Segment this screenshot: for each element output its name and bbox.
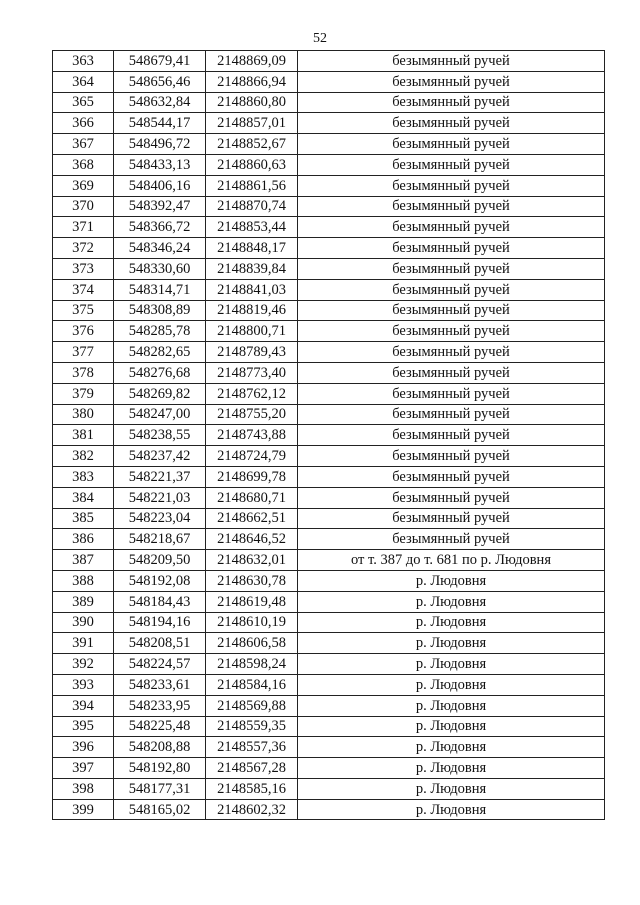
x-coordinate-cell: 548632,84 [114, 92, 206, 113]
x-coordinate-cell: 548406,16 [114, 175, 206, 196]
description-cell: безымянный ручей [298, 217, 605, 238]
table-row [53, 716, 605, 737]
table-row [53, 238, 605, 259]
table-row [53, 487, 605, 508]
x-coordinate-cell: 548208,51 [114, 633, 206, 654]
description-cell: р. Людовня [298, 737, 605, 758]
x-coordinate-cell: 548247,00 [114, 404, 206, 425]
description-cell: безымянный ручей [298, 529, 605, 550]
point-number-cell: 376 [53, 321, 114, 342]
point-number-cell: 366 [53, 113, 114, 134]
y-coordinate-cell: 2148584,16 [206, 674, 298, 695]
x-coordinate-cell: 548544,17 [114, 113, 206, 134]
x-coordinate-cell: 548225,48 [114, 716, 206, 737]
x-coordinate-cell: 548177,31 [114, 778, 206, 799]
table-row [53, 71, 605, 92]
point-number-cell: 396 [53, 737, 114, 758]
y-coordinate-cell: 2148606,58 [206, 633, 298, 654]
table-row [53, 529, 605, 550]
x-coordinate-cell: 548223,04 [114, 508, 206, 529]
table-body [53, 51, 605, 820]
table-row [53, 383, 605, 404]
x-coordinate-cell: 548184,43 [114, 591, 206, 612]
description-cell: безымянный ручей [298, 175, 605, 196]
y-coordinate-cell: 2148800,71 [206, 321, 298, 342]
x-coordinate-cell: 548218,67 [114, 529, 206, 550]
description-cell: безымянный ручей [298, 51, 605, 72]
point-number-cell: 378 [53, 362, 114, 383]
description-cell: безымянный ручей [298, 196, 605, 217]
y-coordinate-cell: 2148602,32 [206, 799, 298, 820]
point-number-cell: 377 [53, 342, 114, 363]
table-row [53, 404, 605, 425]
x-coordinate-cell: 548208,88 [114, 737, 206, 758]
y-coordinate-cell: 2148724,79 [206, 446, 298, 467]
x-coordinate-cell: 548233,61 [114, 674, 206, 695]
description-cell: безымянный ручей [298, 425, 605, 446]
description-cell: безымянный ручей [298, 134, 605, 155]
table-row [53, 342, 605, 363]
point-number-cell: 364 [53, 71, 114, 92]
table-row [53, 175, 605, 196]
x-coordinate-cell: 548192,08 [114, 570, 206, 591]
x-coordinate-cell: 548269,82 [114, 383, 206, 404]
description-cell: безымянный ручей [298, 71, 605, 92]
y-coordinate-cell: 2148853,44 [206, 217, 298, 238]
coordinates-table [52, 50, 605, 820]
point-number-cell: 379 [53, 383, 114, 404]
x-coordinate-cell: 548237,42 [114, 446, 206, 467]
page-number: 52 [313, 31, 327, 46]
description-cell: р. Людовня [298, 591, 605, 612]
y-coordinate-cell: 2148819,46 [206, 300, 298, 321]
y-coordinate-cell: 2148619,48 [206, 591, 298, 612]
y-coordinate-cell: 2148662,51 [206, 508, 298, 529]
description-cell: р. Людовня [298, 799, 605, 820]
x-coordinate-cell: 548233,95 [114, 695, 206, 716]
point-number-cell: 370 [53, 196, 114, 217]
point-number-cell: 374 [53, 279, 114, 300]
table-row [53, 674, 605, 695]
point-number-cell: 385 [53, 508, 114, 529]
table-row [53, 92, 605, 113]
description-cell: безымянный ручей [298, 383, 605, 404]
x-coordinate-cell: 548366,72 [114, 217, 206, 238]
point-number-cell: 394 [53, 695, 114, 716]
y-coordinate-cell: 2148869,09 [206, 51, 298, 72]
x-coordinate-cell: 548221,03 [114, 487, 206, 508]
table-row [53, 591, 605, 612]
point-number-cell: 369 [53, 175, 114, 196]
point-number-cell: 392 [53, 654, 114, 675]
point-number-cell: 399 [53, 799, 114, 820]
table-row [53, 134, 605, 155]
point-number-cell: 375 [53, 300, 114, 321]
x-coordinate-cell: 548192,80 [114, 758, 206, 779]
point-number-cell: 373 [53, 258, 114, 279]
point-number-cell: 363 [53, 51, 114, 72]
description-cell: р. Людовня [298, 758, 605, 779]
y-coordinate-cell: 2148848,17 [206, 238, 298, 259]
y-coordinate-cell: 2148743,88 [206, 425, 298, 446]
y-coordinate-cell: 2148632,01 [206, 550, 298, 571]
table-row [53, 300, 605, 321]
description-cell: р. Людовня [298, 612, 605, 633]
y-coordinate-cell: 2148841,03 [206, 279, 298, 300]
y-coordinate-cell: 2148567,28 [206, 758, 298, 779]
description-cell: безымянный ручей [298, 446, 605, 467]
y-coordinate-cell: 2148839,84 [206, 258, 298, 279]
y-coordinate-cell: 2148680,71 [206, 487, 298, 508]
table-row [53, 362, 605, 383]
x-coordinate-cell: 548285,78 [114, 321, 206, 342]
x-coordinate-cell: 548496,72 [114, 134, 206, 155]
point-number-cell: 389 [53, 591, 114, 612]
table-row [53, 570, 605, 591]
table-row [53, 279, 605, 300]
x-coordinate-cell: 548221,37 [114, 466, 206, 487]
point-number-cell: 365 [53, 92, 114, 113]
y-coordinate-cell: 2148569,88 [206, 695, 298, 716]
y-coordinate-cell: 2148773,40 [206, 362, 298, 383]
table-row [53, 154, 605, 175]
description-cell: безымянный ручей [298, 508, 605, 529]
table-row [53, 51, 605, 72]
description-cell: р. Людовня [298, 674, 605, 695]
y-coordinate-cell: 2148646,52 [206, 529, 298, 550]
x-coordinate-cell: 548282,65 [114, 342, 206, 363]
x-coordinate-cell: 548238,55 [114, 425, 206, 446]
description-cell: р. Людовня [298, 778, 605, 799]
table-row [53, 758, 605, 779]
x-coordinate-cell: 548314,71 [114, 279, 206, 300]
y-coordinate-cell: 2148861,56 [206, 175, 298, 196]
description-cell: р. Людовня [298, 695, 605, 716]
x-coordinate-cell: 548392,47 [114, 196, 206, 217]
table-row [53, 466, 605, 487]
point-number-cell: 390 [53, 612, 114, 633]
description-cell: безымянный ручей [298, 258, 605, 279]
point-number-cell: 382 [53, 446, 114, 467]
description-cell: р. Людовня [298, 654, 605, 675]
x-coordinate-cell: 548276,68 [114, 362, 206, 383]
table-row [53, 633, 605, 654]
description-cell: безымянный ручей [298, 404, 605, 425]
point-number-cell: 381 [53, 425, 114, 446]
table-row [53, 778, 605, 799]
point-number-cell: 371 [53, 217, 114, 238]
y-coordinate-cell: 2148857,01 [206, 113, 298, 134]
table-row [53, 612, 605, 633]
description-cell: р. Людовня [298, 570, 605, 591]
y-coordinate-cell: 2148762,12 [206, 383, 298, 404]
y-coordinate-cell: 2148860,63 [206, 154, 298, 175]
y-coordinate-cell: 2148699,78 [206, 466, 298, 487]
x-coordinate-cell: 548656,46 [114, 71, 206, 92]
point-number-cell: 384 [53, 487, 114, 508]
x-coordinate-cell: 548209,50 [114, 550, 206, 571]
point-number-cell: 372 [53, 238, 114, 259]
x-coordinate-cell: 548330,60 [114, 258, 206, 279]
point-number-cell: 393 [53, 674, 114, 695]
x-coordinate-cell: 548165,02 [114, 799, 206, 820]
x-coordinate-cell: 548224,57 [114, 654, 206, 675]
y-coordinate-cell: 2148559,35 [206, 716, 298, 737]
x-coordinate-cell: 548433,13 [114, 154, 206, 175]
description-cell: безымянный ручей [298, 362, 605, 383]
table-row [53, 258, 605, 279]
description-cell: р. Людовня [298, 633, 605, 654]
table-row [53, 508, 605, 529]
x-coordinate-cell: 548194,16 [114, 612, 206, 633]
y-coordinate-cell: 2148598,24 [206, 654, 298, 675]
x-coordinate-cell: 548679,41 [114, 51, 206, 72]
y-coordinate-cell: 2148585,16 [206, 778, 298, 799]
table-row [53, 321, 605, 342]
description-cell: безымянный ручей [298, 321, 605, 342]
point-number-cell: 380 [53, 404, 114, 425]
x-coordinate-cell: 548308,89 [114, 300, 206, 321]
table-row [53, 654, 605, 675]
point-number-cell: 395 [53, 716, 114, 737]
table-row [53, 196, 605, 217]
y-coordinate-cell: 2148557,36 [206, 737, 298, 758]
table-row [53, 737, 605, 758]
y-coordinate-cell: 2148789,43 [206, 342, 298, 363]
description-cell: безымянный ручей [298, 300, 605, 321]
description-cell: безымянный ручей [298, 279, 605, 300]
y-coordinate-cell: 2148852,67 [206, 134, 298, 155]
table-row [53, 446, 605, 467]
table-row [53, 113, 605, 134]
description-cell: р. Людовня [298, 716, 605, 737]
description-cell: от т. 387 до т. 681 по р. Людовня [298, 550, 605, 571]
y-coordinate-cell: 2148630,78 [206, 570, 298, 591]
y-coordinate-cell: 2148610,19 [206, 612, 298, 633]
point-number-cell: 397 [53, 758, 114, 779]
table-row [53, 217, 605, 238]
y-coordinate-cell: 2148755,20 [206, 404, 298, 425]
description-cell: безымянный ручей [298, 92, 605, 113]
point-number-cell: 383 [53, 466, 114, 487]
description-cell: безымянный ручей [298, 466, 605, 487]
description-cell: безымянный ручей [298, 238, 605, 259]
point-number-cell: 367 [53, 134, 114, 155]
table-row [53, 799, 605, 820]
table-row [53, 695, 605, 716]
point-number-cell: 398 [53, 778, 114, 799]
description-cell: безымянный ручей [298, 113, 605, 134]
description-cell: безымянный ручей [298, 154, 605, 175]
x-coordinate-cell: 548346,24 [114, 238, 206, 259]
description-cell: безымянный ручей [298, 487, 605, 508]
y-coordinate-cell: 2148860,80 [206, 92, 298, 113]
point-number-cell: 388 [53, 570, 114, 591]
description-cell: безымянный ручей [298, 342, 605, 363]
point-number-cell: 386 [53, 529, 114, 550]
table-row [53, 425, 605, 446]
point-number-cell: 391 [53, 633, 114, 654]
y-coordinate-cell: 2148870,74 [206, 196, 298, 217]
y-coordinate-cell: 2148866,94 [206, 71, 298, 92]
point-number-cell: 387 [53, 550, 114, 571]
point-number-cell: 368 [53, 154, 114, 175]
table-row [53, 550, 605, 571]
